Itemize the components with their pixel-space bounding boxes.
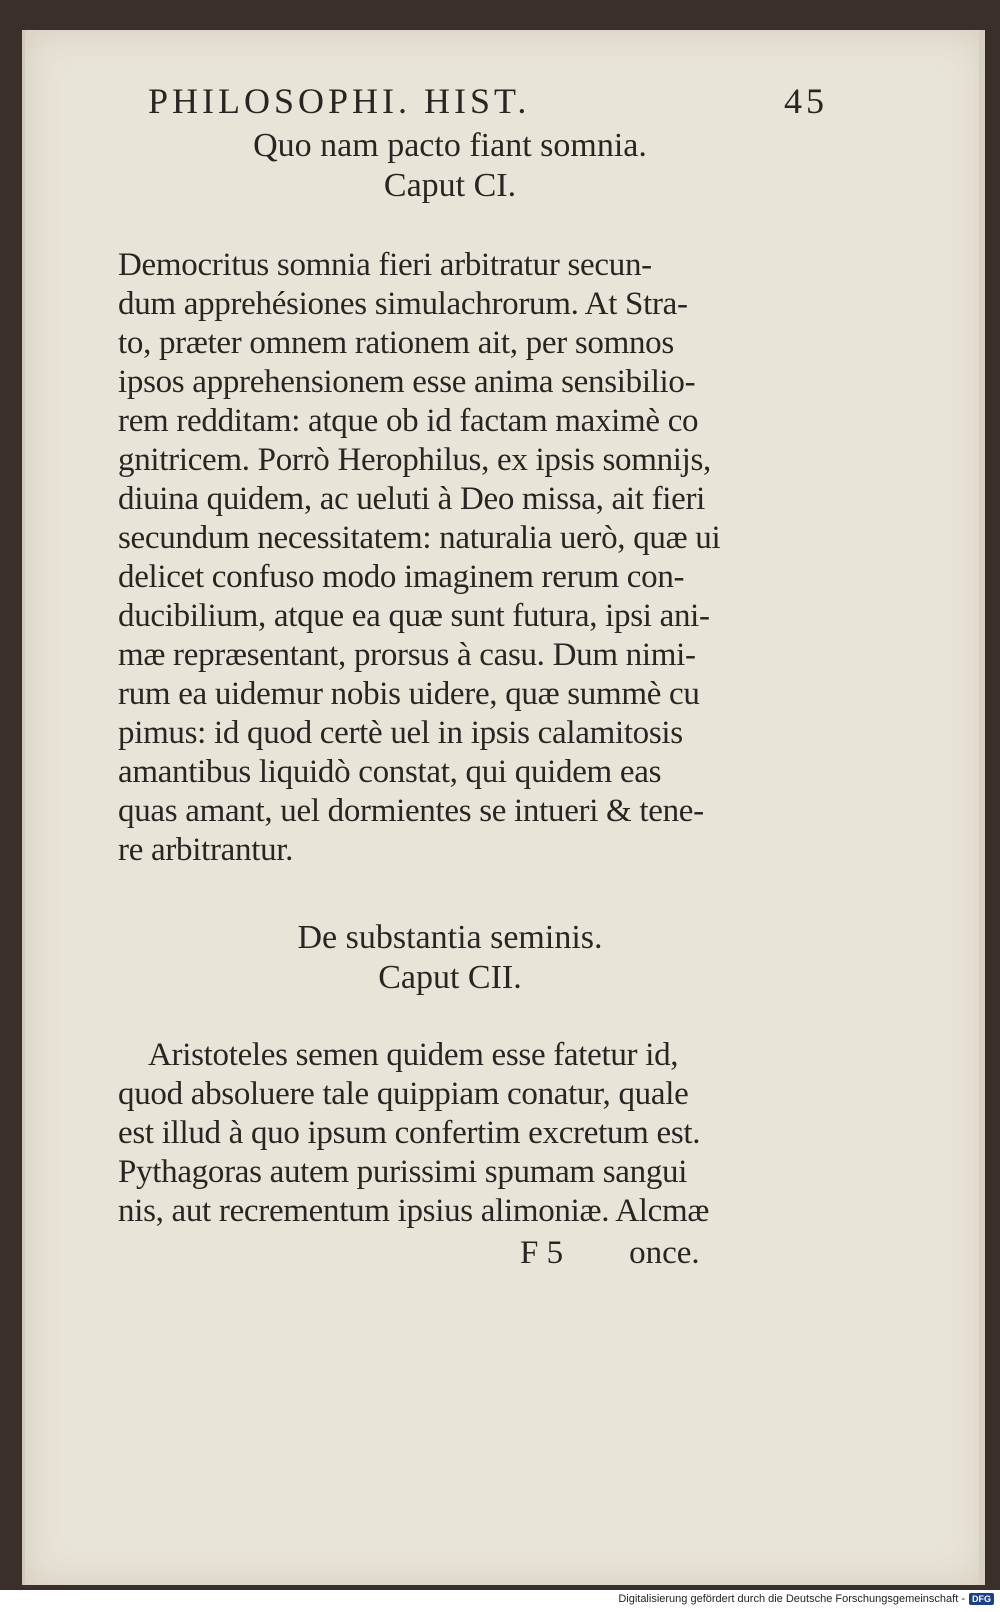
text-line: ipsos apprehensionem esse anima sensibilio- bbox=[118, 364, 696, 400]
chapter-label: Caput CII. bbox=[378, 959, 522, 996]
text-line: amantibus liquidò constat, qui quidem eas bbox=[118, 754, 662, 790]
page-text bbox=[100, 80, 828, 1272]
text-line: Pythagoras autem purissimi spumam sangui bbox=[118, 1154, 688, 1190]
text-line: secundum necessitatem: naturalia uerò, quæ ui bbox=[118, 520, 721, 556]
text-line: Aristoteles semen quidem esse fatetur id, bbox=[148, 1037, 679, 1073]
section-title: De substantia seminis. bbox=[297, 919, 603, 956]
text-line: re arbitrantur. bbox=[118, 832, 294, 868]
text-line: rum ea uidemur nobis uidere, quæ summè cu bbox=[118, 676, 700, 712]
text-line: mæ repræsentant, prorsus à casu. Dum nimi- bbox=[118, 637, 696, 673]
text-line: pimus: id quod certè uel in ipsis calamitosis bbox=[118, 715, 683, 751]
page-edge bbox=[979, 30, 985, 1585]
text-line: to, præter omnem rationem ait, per somnos bbox=[118, 325, 674, 361]
text-line: delicet confuso modo imaginem rerum con- bbox=[118, 559, 685, 595]
text-line: rem redditam: atque ob id factam maximè co bbox=[118, 403, 699, 439]
text-line: quas amant, uel dormientes se intueri & tene- bbox=[118, 793, 704, 829]
section-title: Quo nam pacto fiant somnia. bbox=[253, 127, 647, 164]
text-line: gnitricem. Porrò Herophilus, ex ipsis somnijs, bbox=[118, 442, 711, 478]
catchword: once. bbox=[629, 1235, 700, 1271]
text-line: dum apprehésiones simulachrorum. At Stra- bbox=[118, 286, 688, 322]
dfg-logo: DFG bbox=[969, 1593, 994, 1605]
running-title: PHILOSOPHI. HIST. bbox=[148, 81, 531, 121]
chapter-label: Caput CI. bbox=[383, 167, 517, 204]
text-line: quod absoluere tale quippiam conatur, quale bbox=[118, 1076, 689, 1112]
page-number: 45 bbox=[784, 81, 828, 121]
signature-mark: F 5 bbox=[520, 1235, 564, 1271]
running-header bbox=[100, 80, 828, 122]
text-line: ducibilium, atque ea quæ sunt futura, ipsi ani- bbox=[118, 598, 710, 634]
signature-line bbox=[100, 1235, 800, 1272]
text-line: diuina quidem, ac ueluti à Deo missa, ait fieri bbox=[118, 481, 706, 517]
text-line: Democritus somnia fieri arbitratur secun- bbox=[118, 247, 652, 283]
digitization-credit bbox=[618, 1593, 994, 1605]
credit-text: Digitalisierung gefördert durch die Deutsche Forschungsgemeinschaft - bbox=[618, 1593, 965, 1605]
text-line: est illud à quo ipsum confertim excretum est. bbox=[118, 1115, 701, 1151]
text-line: nis, aut recrementum ipsius alimoniæ. Alcmæ bbox=[118, 1193, 710, 1229]
